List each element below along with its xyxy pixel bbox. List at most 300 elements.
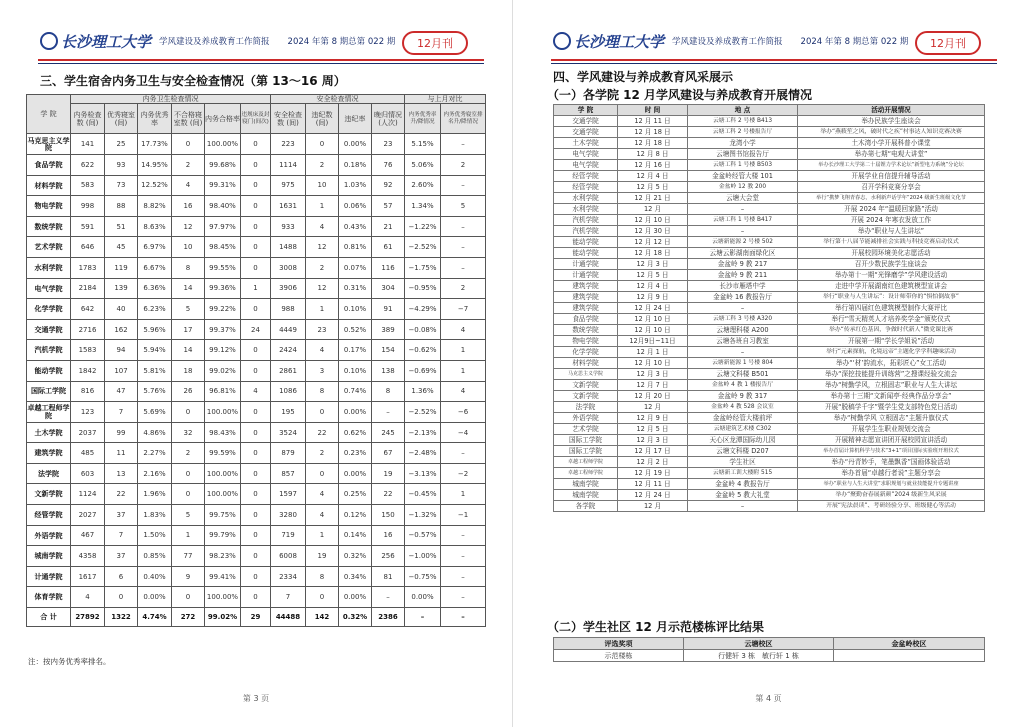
table-cell: 1.03% bbox=[339, 175, 372, 196]
table-cell: 98.40% bbox=[205, 196, 241, 217]
table-cell: 622 bbox=[71, 154, 105, 175]
table-row bbox=[554, 226, 985, 237]
table-cell: 0.10% bbox=[339, 360, 372, 381]
activity-description: 举行第四届红色建筑模型制作大赛评比 bbox=[798, 303, 985, 314]
table-cell: 3906 bbox=[271, 278, 306, 299]
table-cell: 10 bbox=[306, 175, 339, 196]
activity-description: 举办首届计算机科学与技术“3+1”项目国际实验班开班仪式 bbox=[798, 446, 985, 457]
activity-description: 开展“宪法晨读”、考研经验分享、班级健心等活动 bbox=[798, 501, 985, 512]
header-row-groups bbox=[27, 95, 486, 104]
activity-date: 12 月 24 日 bbox=[618, 303, 688, 314]
table-cell: 0.40% bbox=[138, 566, 172, 587]
table-row bbox=[27, 484, 486, 505]
activity-date: 12 月 7 日 bbox=[618, 380, 688, 391]
table-cell: 0.43% bbox=[339, 216, 372, 237]
table-cell: 1488 bbox=[271, 237, 306, 258]
activity-venue: – bbox=[688, 501, 798, 512]
activity-date: 12 月 12 日 bbox=[618, 237, 688, 248]
college-name: 食品学院 bbox=[554, 314, 618, 325]
college-name: 城南学院 bbox=[554, 479, 618, 490]
table-cell: 10 bbox=[172, 237, 205, 258]
total-cell: 142 bbox=[306, 608, 339, 627]
activity-date: 12 月 18 日 bbox=[618, 248, 688, 259]
college-name: 能动学院 bbox=[554, 248, 618, 259]
activity-description: 举办第七期“电观大讲堂” bbox=[798, 149, 985, 160]
college-name: 经管学院 bbox=[554, 182, 618, 193]
table-cell: 32 bbox=[172, 422, 205, 443]
activity-description: 召开少数民族学生座谈会 bbox=[798, 259, 985, 270]
table-cell: 6.67% bbox=[138, 257, 172, 278]
total-cell: 2386 bbox=[372, 608, 405, 627]
table-cell: 40 bbox=[105, 299, 138, 320]
table-cell: 45 bbox=[105, 237, 138, 258]
seal-icon bbox=[553, 32, 571, 50]
college-name: 经管学院 bbox=[554, 171, 618, 182]
table-cell: – bbox=[441, 546, 486, 567]
table-row bbox=[554, 402, 985, 413]
table-cell: 37 bbox=[105, 546, 138, 567]
table-cell: −6 bbox=[441, 402, 486, 423]
total-cell: 27892 bbox=[71, 608, 105, 627]
table-cell: 6008 bbox=[271, 546, 306, 567]
table-cell: 0.14% bbox=[339, 525, 372, 546]
activity-description: 举办“树勤学风，立根固志”职业与人生大讲坛 bbox=[798, 380, 985, 391]
table-cell: 37 bbox=[105, 505, 138, 526]
college-name: 食品学院 bbox=[27, 154, 71, 175]
column-header: 安全检查数 (间) bbox=[271, 104, 306, 134]
table-cell: 2.27% bbox=[138, 443, 172, 464]
activity-date: 12 月 10 日 bbox=[618, 358, 688, 369]
table-cell: – bbox=[441, 237, 486, 258]
table-row bbox=[554, 413, 985, 424]
column-header: 内务优秀率升/降情况 bbox=[405, 104, 441, 134]
table-cell: 2037 bbox=[71, 422, 105, 443]
table-cell: 99.12% bbox=[205, 340, 241, 361]
school-name: 长沙理工大学 bbox=[574, 32, 665, 51]
activity-description: 召开学科竞赛分享会 bbox=[798, 182, 985, 193]
table-cell: 8 bbox=[372, 381, 405, 402]
table-cell: 0.17% bbox=[339, 340, 372, 361]
activity-description: 举办“丹青妙手，笔墨飘香”国画体验活动 bbox=[798, 457, 985, 468]
table-row bbox=[554, 138, 985, 149]
table-cell: 816 bbox=[71, 381, 105, 402]
college-name: 艺术学院 bbox=[554, 424, 618, 435]
table-row bbox=[27, 587, 486, 608]
table-cell: 5.76% bbox=[138, 381, 172, 402]
table-cell: −0.75% bbox=[405, 566, 441, 587]
table-cell: 23 bbox=[372, 134, 405, 155]
table-row bbox=[554, 116, 985, 127]
table-cell: 107 bbox=[105, 360, 138, 381]
table-cell: 9 bbox=[172, 566, 205, 587]
table-cell: 0.12% bbox=[339, 505, 372, 526]
table-cell: 0.00% bbox=[405, 587, 441, 608]
activity-venue: – bbox=[688, 303, 798, 314]
column-header: 活动开展情况 bbox=[798, 105, 985, 116]
college-name: 水利学院 bbox=[27, 257, 71, 278]
activity-date: 12 月 bbox=[618, 204, 688, 215]
table-cell: 14.95% bbox=[138, 154, 172, 175]
activity-venue: 金盆岭 12 教 200 bbox=[688, 182, 798, 193]
column-header: 时 间 bbox=[618, 105, 688, 116]
activity-venue: 龙湾小学 bbox=[688, 138, 798, 149]
total-cell: 0.32% bbox=[339, 608, 372, 627]
table-row bbox=[27, 134, 486, 155]
college-name: 能动学院 bbox=[554, 237, 618, 248]
table-row bbox=[554, 270, 985, 281]
college-name: 电气学院 bbox=[27, 278, 71, 299]
activity-date: 12 月 10 日 bbox=[618, 325, 688, 336]
table-row bbox=[554, 347, 985, 358]
college-name: 计通学院 bbox=[554, 259, 618, 270]
table-cell: 99.75% bbox=[205, 505, 241, 526]
table-row bbox=[27, 154, 486, 175]
table-cell: 1617 bbox=[71, 566, 105, 587]
table-cell: 19 bbox=[306, 546, 339, 567]
table-cell: – bbox=[441, 443, 486, 464]
table-row bbox=[554, 424, 985, 435]
table-row bbox=[27, 175, 486, 196]
table-row bbox=[554, 314, 985, 325]
table-cell: 4 bbox=[306, 340, 339, 361]
table-row bbox=[27, 505, 486, 526]
table-row bbox=[554, 127, 985, 138]
table-row bbox=[554, 149, 985, 160]
table-cell: 14 bbox=[172, 340, 205, 361]
table-row bbox=[554, 160, 985, 171]
table-row bbox=[554, 325, 985, 336]
table-cell: 719 bbox=[271, 525, 306, 546]
activity-description: 举办“职业与人生大讲堂”求职规划与就业技能提升专题讲座 bbox=[798, 479, 985, 490]
model-building-table bbox=[553, 637, 985, 662]
table-cell: 642 bbox=[71, 299, 105, 320]
table-cell: 583 bbox=[71, 175, 105, 196]
table-cell: 0 bbox=[241, 505, 271, 526]
table-cell: 5 bbox=[441, 196, 486, 217]
header-college: 学 院 bbox=[27, 95, 71, 134]
table-cell: 879 bbox=[271, 443, 306, 464]
activity-description: 举行“元素探航，化境远帝”主题化学学科趣味活动 bbox=[798, 347, 985, 358]
section-title-3: 三、学生宿舍内务卫生与安全检查情况（第 13～16 周） bbox=[40, 74, 346, 88]
table-cell: 0.23% bbox=[339, 443, 372, 464]
table-cell: 1583 bbox=[71, 340, 105, 361]
activity-venue: 金盆岭 9 教 211 bbox=[688, 270, 798, 281]
table-cell: 67 bbox=[372, 443, 405, 464]
school-name: 长沙理工大学 bbox=[61, 32, 152, 51]
table-cell: 3 bbox=[306, 360, 339, 381]
table-cell: 4358 bbox=[71, 546, 105, 567]
table-cell: −7 bbox=[441, 299, 486, 320]
table-cell: 2424 bbox=[271, 340, 306, 361]
table-row bbox=[27, 360, 486, 381]
jinpenling-result bbox=[834, 650, 985, 662]
table-cell: 975 bbox=[271, 175, 306, 196]
total-row bbox=[27, 608, 486, 627]
table-cell: 24 bbox=[241, 319, 271, 340]
table-cell: 0 bbox=[241, 257, 271, 278]
table-row bbox=[554, 391, 985, 402]
table-cell: 4 bbox=[306, 216, 339, 237]
table-cell: 1124 bbox=[71, 484, 105, 505]
bulletin-title: 学风建设及养成教育工作简报 bbox=[159, 37, 270, 47]
table-cell: 5.94% bbox=[138, 340, 172, 361]
table-cell: 2 bbox=[441, 278, 486, 299]
table-cell: −2.13% bbox=[405, 422, 441, 443]
college-name: 文新学院 bbox=[554, 391, 618, 402]
header-hygiene: 内务卫生检查情况 bbox=[71, 95, 271, 104]
activity-date: 12月9日~11日 bbox=[618, 336, 688, 347]
table-cell: 4 bbox=[71, 587, 105, 608]
table-cell: 1086 bbox=[271, 381, 306, 402]
table-row bbox=[554, 358, 985, 369]
table-cell: 1 bbox=[441, 340, 486, 361]
activity-description: 举办“深挖技能提升训练营”之搜课经验交流会 bbox=[798, 369, 985, 380]
activity-date: 12 月 1 日 bbox=[618, 347, 688, 358]
activity-date: 12 月 16 日 bbox=[618, 160, 688, 171]
table-cell: 0 bbox=[241, 154, 271, 175]
table-cell: 12 bbox=[306, 278, 339, 299]
table-cell: 1 bbox=[441, 484, 486, 505]
table-cell: 603 bbox=[71, 463, 105, 484]
table-row bbox=[27, 340, 486, 361]
table-cell: 988 bbox=[271, 299, 306, 320]
table-cell: 0 bbox=[241, 422, 271, 443]
college-name: 交通学院 bbox=[554, 127, 618, 138]
table-cell: 5.69% bbox=[138, 402, 172, 423]
table-cell: 100.00% bbox=[205, 463, 241, 484]
table-cell: 96.81% bbox=[205, 381, 241, 402]
table-cell: 0 bbox=[241, 525, 271, 546]
table-cell: 0.18% bbox=[339, 154, 372, 175]
table-cell: 22 bbox=[306, 422, 339, 443]
table-cell: 5 bbox=[172, 505, 205, 526]
column-header: 违纪率 bbox=[339, 104, 372, 134]
activity-date: 12 月 11 日 bbox=[618, 116, 688, 127]
activity-description: 举行“雪天精英人才培养奖学金”颁奖仪式 bbox=[798, 314, 985, 325]
college-name: 汽机学院 bbox=[27, 340, 71, 361]
table-cell: 99 bbox=[105, 422, 138, 443]
table-cell: −0.45% bbox=[405, 484, 441, 505]
college-name: 国际工学院 bbox=[554, 435, 618, 446]
activity-venue: 金盆岭 9 教 317 bbox=[688, 391, 798, 402]
table-cell: −3.13% bbox=[405, 463, 441, 484]
activity-venue: 云塘各班自习教室 bbox=[688, 336, 798, 347]
table-cell: 51 bbox=[105, 216, 138, 237]
table-row bbox=[554, 204, 985, 215]
table-cell: 139 bbox=[105, 278, 138, 299]
college-name: 国际工学院 bbox=[27, 381, 71, 402]
table-cell: −0.62% bbox=[405, 340, 441, 361]
header-row-columns bbox=[27, 104, 486, 134]
table-row bbox=[27, 463, 486, 484]
activity-date: 12 月 4 日 bbox=[618, 281, 688, 292]
activity-venue: 云塘大会堂 bbox=[688, 193, 798, 204]
table-cell: 0 bbox=[172, 134, 205, 155]
table-cell: 2334 bbox=[271, 566, 306, 587]
table-cell: 0 bbox=[241, 463, 271, 484]
month-badge: 12月刊 bbox=[402, 31, 468, 55]
activity-venue: 云塘文科楼 B501 bbox=[688, 369, 798, 380]
table-cell: 0.34% bbox=[339, 566, 372, 587]
table-row bbox=[554, 182, 985, 193]
table-cell: 256 bbox=[372, 546, 405, 567]
college-name: 能动学院 bbox=[27, 360, 71, 381]
table-cell: 1 bbox=[172, 525, 205, 546]
table-cell: 0.06% bbox=[339, 196, 372, 217]
college-name: 国际工学院 bbox=[554, 446, 618, 457]
activity-venue: 金盆岭经管大楼前坪 bbox=[688, 413, 798, 424]
activity-description: 土木湾小学开展科普小课堂 bbox=[798, 138, 985, 149]
activity-venue: – bbox=[688, 347, 798, 358]
table-cell: 0 bbox=[306, 587, 339, 608]
table-cell: 1783 bbox=[71, 257, 105, 278]
table-cell: 0 bbox=[306, 402, 339, 423]
college-name: 马克思主义学院 bbox=[27, 134, 71, 155]
college-name: 马克思主义学院 bbox=[554, 369, 618, 380]
table-cell: 100.00% bbox=[205, 402, 241, 423]
table-cell: 0 bbox=[105, 587, 138, 608]
college-name: 物电学院 bbox=[27, 196, 71, 217]
activity-date: 12 月 18 日 bbox=[618, 138, 688, 149]
table-note: 注：按内务优秀率排名。 bbox=[28, 657, 111, 666]
table-row bbox=[554, 215, 985, 226]
table-row bbox=[27, 422, 486, 443]
table-cell: 99.36% bbox=[205, 278, 241, 299]
table-cell: 0 bbox=[172, 402, 205, 423]
table-cell: 99.02% bbox=[205, 360, 241, 381]
table-cell: 4 bbox=[241, 381, 271, 402]
table-cell: 1.96% bbox=[138, 484, 172, 505]
activity-date: 12 月 2 日 bbox=[618, 457, 688, 468]
college-name: 电气学院 bbox=[554, 160, 618, 171]
activity-description: 举办“树勤学风 立根固志”主题升旗仪式 bbox=[798, 413, 985, 424]
table-cell: 389 bbox=[372, 319, 405, 340]
table-cell: 0.32% bbox=[339, 546, 372, 567]
activity-description: 走进中学开展湖南红色建筑模型宣讲会 bbox=[798, 281, 985, 292]
column-header: 违规床及封寝门(间次) bbox=[241, 104, 271, 134]
table-cell: 8 bbox=[306, 381, 339, 402]
activity-description: 举办“聚勤奋春展新颜”2024 级新生风采展 bbox=[798, 490, 985, 501]
table-cell: 98.23% bbox=[205, 546, 241, 567]
table-cell: 0 bbox=[241, 216, 271, 237]
activity-venue: 云塘图书馆报告厅 bbox=[688, 149, 798, 160]
yuntang-result: 行健轩 3 栋 敏行轩 1 栋 bbox=[684, 650, 834, 662]
activity-venue: 天心区龙潭国际幼儿园 bbox=[688, 435, 798, 446]
table-row bbox=[554, 435, 985, 446]
bulletin-title: 学风建设及养成教育工作简报 bbox=[672, 37, 783, 47]
table-cell: 2027 bbox=[71, 505, 105, 526]
college-name: 文新学院 bbox=[27, 484, 71, 505]
table-cell: −2 bbox=[441, 463, 486, 484]
activity-description: 举办“‘材’韵流水，拓彩匠心”女工活动 bbox=[798, 358, 985, 369]
column-header: 优秀寝室 (间) bbox=[105, 104, 138, 134]
table-cell: 6.23% bbox=[138, 299, 172, 320]
table-row bbox=[554, 457, 985, 468]
table-cell: 0 bbox=[306, 134, 339, 155]
table-row bbox=[27, 443, 486, 464]
table-cell: 0.00% bbox=[138, 587, 172, 608]
table-cell: 8.63% bbox=[138, 216, 172, 237]
college-activity-table bbox=[553, 104, 985, 512]
table-cell: 8 bbox=[306, 566, 339, 587]
activity-venue: 云塘云影湖南面绿化区 bbox=[688, 248, 798, 259]
activity-description: 开展“脱稿学千字”暨学生党支部特色党日活动 bbox=[798, 402, 985, 413]
table-row bbox=[27, 402, 486, 423]
table-cell: 99.22% bbox=[205, 299, 241, 320]
college-name: 电气学院 bbox=[554, 149, 618, 160]
table-cell: 1.83% bbox=[138, 505, 172, 526]
header-rule bbox=[551, 59, 997, 61]
table-cell: 1597 bbox=[271, 484, 306, 505]
table-cell: 12 bbox=[172, 216, 205, 237]
college-name: 交通学院 bbox=[554, 116, 618, 127]
table-cell: 1.36% bbox=[405, 381, 441, 402]
activity-description: 举办长沙理工大学第二十届锂力学术论坛“新型电力系统”分论坛 bbox=[798, 160, 985, 171]
activity-venue: – bbox=[688, 204, 798, 215]
table-cell: 4 bbox=[172, 175, 205, 196]
award-name: 示范楼栋 bbox=[554, 650, 684, 662]
table-cell: 467 bbox=[71, 525, 105, 546]
activity-description: 开展学生生职业规划交流会 bbox=[798, 424, 985, 435]
table-row bbox=[554, 193, 985, 204]
table-cell: 93 bbox=[105, 154, 138, 175]
total-label: 合 计 bbox=[27, 608, 71, 627]
activity-date: 12 月 10 日 bbox=[618, 314, 688, 325]
table-cell: 17.73% bbox=[138, 134, 172, 155]
table-cell: 2861 bbox=[271, 360, 306, 381]
activity-venue: – bbox=[688, 226, 798, 237]
column-header: 内务优秀率 bbox=[138, 104, 172, 134]
college-name: 各学院 bbox=[554, 501, 618, 512]
table-cell: 98.45% bbox=[205, 237, 241, 258]
college-name: 化学学院 bbox=[27, 299, 71, 320]
college-name: 数统学院 bbox=[27, 216, 71, 237]
column-header: 云塘校区 bbox=[684, 638, 834, 650]
table-cell: 99.59% bbox=[205, 443, 241, 464]
table-cell: 2 bbox=[306, 257, 339, 278]
activity-venue: 云塘文科楼 D207 bbox=[688, 446, 798, 457]
table-cell: 100.00% bbox=[205, 484, 241, 505]
table-cell: 5.15% bbox=[405, 134, 441, 155]
table-row bbox=[27, 278, 486, 299]
activity-description: 开展校园环境美化志愿活动 bbox=[798, 248, 985, 259]
table-cell: 0.62% bbox=[339, 422, 372, 443]
header-safety: 安全检查情况 bbox=[271, 95, 405, 104]
table-row bbox=[27, 196, 486, 217]
table-row bbox=[554, 171, 985, 182]
table-row bbox=[554, 281, 985, 292]
table-cell: 0 bbox=[241, 196, 271, 217]
table-cell: 77 bbox=[172, 546, 205, 567]
table-cell: 0 bbox=[241, 546, 271, 567]
seal-icon bbox=[40, 32, 58, 50]
table-cell: 1631 bbox=[271, 196, 306, 217]
table-cell: −2.52% bbox=[405, 402, 441, 423]
table-cell: 6.97% bbox=[138, 237, 172, 258]
college-name: 建筑学院 bbox=[554, 292, 618, 303]
college-name: 城南学院 bbox=[27, 546, 71, 567]
table-cell: −0.69% bbox=[405, 360, 441, 381]
activity-date: 12 月 5 日 bbox=[618, 182, 688, 193]
table-row bbox=[554, 380, 985, 391]
table-cell: 4 bbox=[306, 484, 339, 505]
activity-description: 举办第十三期“文新闻亭·经典作品分享会” bbox=[798, 391, 985, 402]
activity-venue: 金盆岭 4 教报告厅 bbox=[688, 479, 798, 490]
activity-date: 12 月 bbox=[618, 501, 688, 512]
activity-date: 12 月 5 日 bbox=[618, 270, 688, 281]
college-name: 土木学院 bbox=[554, 138, 618, 149]
table-cell: 933 bbox=[271, 216, 306, 237]
